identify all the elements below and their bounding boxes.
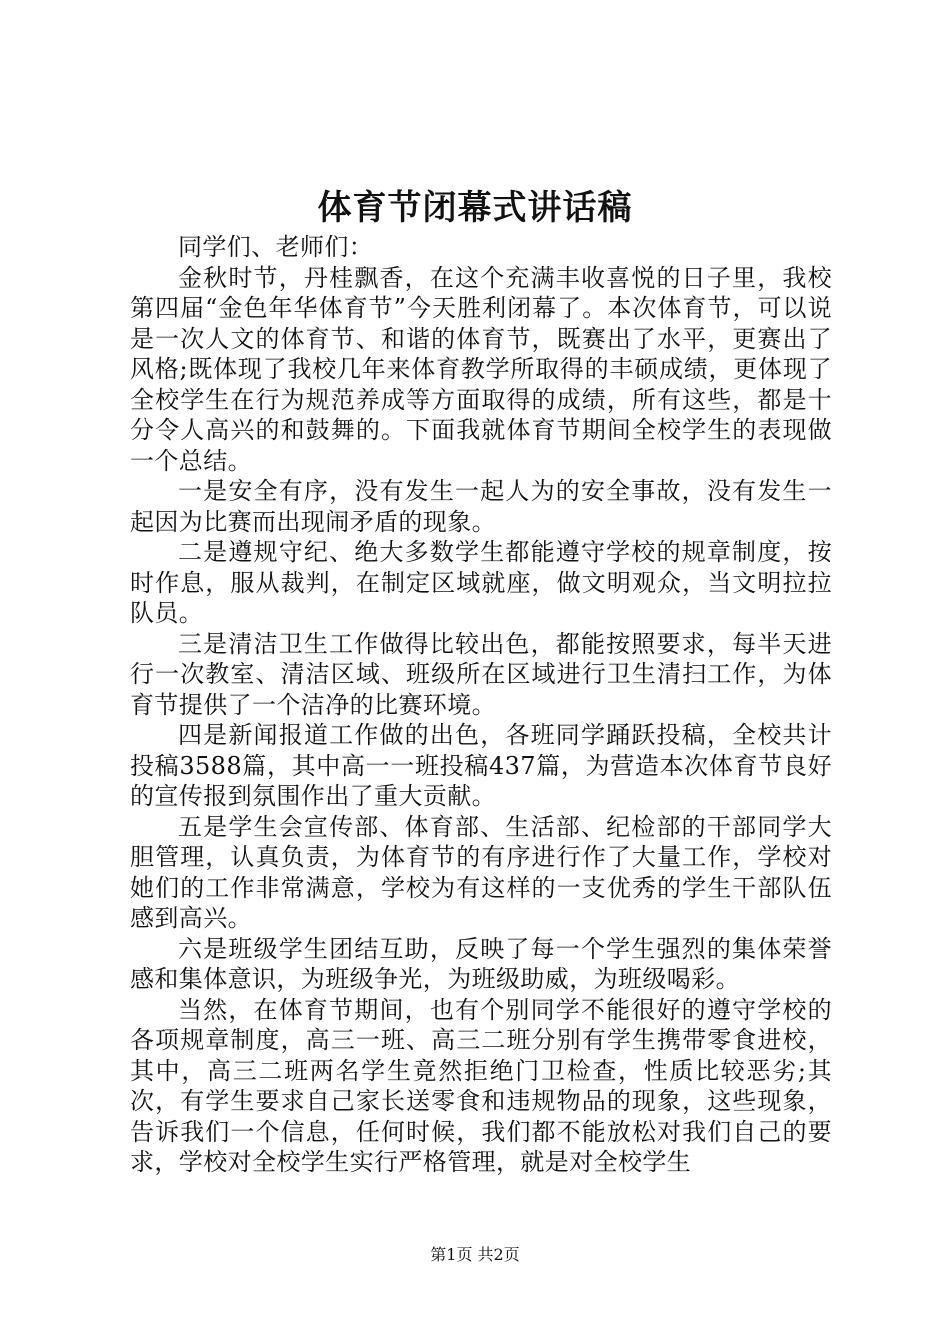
paragraph-point-4: 四是新闻报道工作做的出色，各班同学踊跃投稿，全校共计投稿3588篇，其中高一一班投稿437篇，为营造本次体育节良好的宣传报到氛围作出了重大贡献。 <box>130 721 832 810</box>
page-number-footer: 第1页 共2页 <box>430 1245 520 1264</box>
paragraph-issues: 当然，在体育节期间，也有个别同学不能很好的遵守学校的各项规章制度，高三一班、高三二班分别有学生携带零食进校，其中，高三二班两名学生竟然拒绝门卫检查，性质比较恶劣;其次，有学生要求自己家长送零食和违规物品的现象，这些现象，告诉我们一个信息，任何时候，我们都不能放松对我们自己的要求，学校对全校学生实行严格管理，就是对全校学生 <box>130 995 832 1176</box>
document-title: 体育节闭幕式讲话稿 <box>317 188 633 228</box>
paragraph-point-3: 三是清洁卫生工作做得比较出色，都能按照要求，每半天进行一次教室、清洁区域、班级所在区域进行卫生清扫工作，为体育节提供了一个洁净的比赛环境。 <box>130 629 832 719</box>
paragraph-point-2: 二是遵规守纪、绝大多数学生都能遵守学校的规章制度，按时作息，服从裁判，在制定区域就座，做文明观众，当文明拉拉队员。 <box>130 538 832 627</box>
document-body <box>130 232 832 1178</box>
paragraph-point-1: 一是安全有序，没有发生一起人为的安全事故，没有发生一起因为比赛而出现闹矛盾的现象。 <box>130 477 832 536</box>
paragraph-point-6: 六是班级学生团结互助，反映了每一个学生强烈的集体荣誉感和集体意识，为班级争光，为班级助威，为班级喝彩。 <box>130 934 832 993</box>
salutation: 同学们、老师们： <box>178 233 374 261</box>
paragraph-intro: 金秋时节，丹桂飘香，在这个充满丰收喜悦的日子里，我校第四届“金色年华体育节”今天胜利闭幕了。本次体育节，可以说是一次人文的体育节、和谐的体育节，既赛出了水平，更赛出了风格;既体现了我校几年来体育教学所取得的丰硕成绩，更体现了全校学生在行为规范养成等方面取得的成绩，所有这些，都是十分令人高兴的和鼓舞的。下面我就体育节期间全校学生的表现做一个总结。 <box>130 263 832 475</box>
paragraph-point-5: 五是学生会宣传部、体育部、生活部、纪检部的干部同学大胆管理，认真负责，为体育节的有序进行作了大量工作，学校对她们的工作非常满意，学校为有这样的一支优秀的学生干部队伍感到高兴。 <box>130 812 832 932</box>
